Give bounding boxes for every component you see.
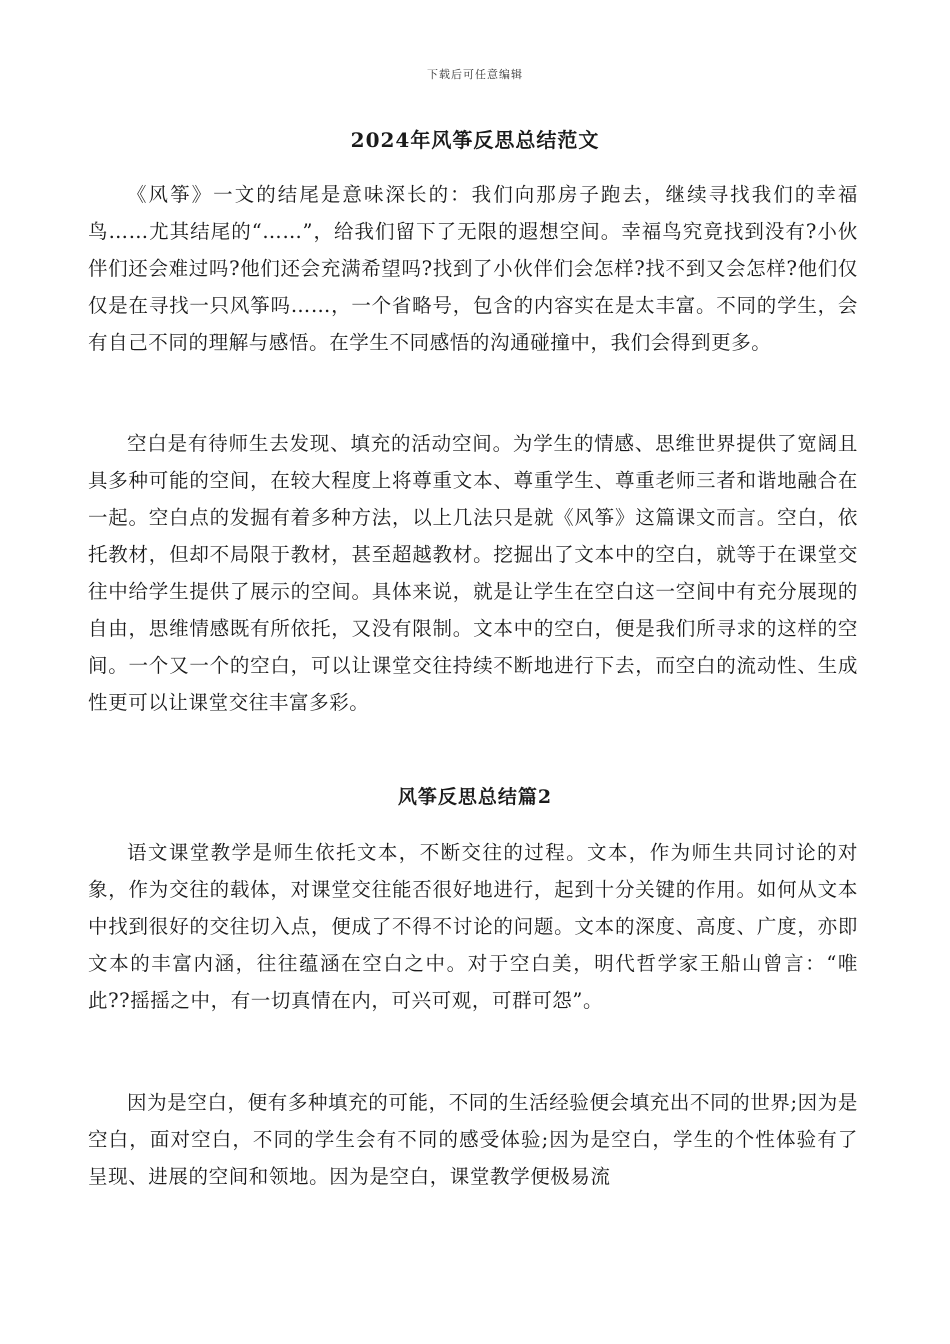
- paragraph: 空白是有待师生去发现、填充的活动空间。为学生的情感、思维世界提供了宽阔且具多种可能的空间，在较大程度上将尊重文本、尊重学生、尊重老师三者和谐地融合在一起。空白点的发掘有着多种方法，以上几法只是就《风筝》这篇课文而言。空白，依托教材，但却不局限于教材，甚至超越教材。挖掘出了文本中的空白，就等于在课堂交往中给学生提供了展示的空间。具体来说，就是让学生在空白这一空间中有充分展现的自由，思维情感既有所依托，又没有限制。文本中的空白，便是我们所寻求的这样的空间。一个又一个的空白，可以让课堂交往持续不断地进行下去，而空白的流动性、生成性更可以让课堂交往丰富多彩。: [88, 432, 858, 714]
- header-note: 下载后可任意编辑: [427, 68, 523, 81]
- section-heading: 风筝反思总结篇2: [397, 786, 553, 808]
- paragraph: 《风筝》一文的结尾是意味深长的：我们向那房子跑去，继续寻找我们的幸福鸟……尤其结尾的“……”，给我们留下了无限的遐想空间。幸福鸟究竟找到没有?小伙伴们还会难过吗?他们还会充满希望吗?找到了小伙伴们会怎样?找不到又会怎样?他们仅仅是在寻找一只风筝吗……，一个省略号，包含的内容实在是太丰富。不同的学生，会有自己不同的理解与感悟。在学生不同感悟的沟通碰撞中，我们会得到更多。: [88, 183, 858, 354]
- paragraph: 语文课堂教学是师生依托文本，不断交往的过程。文本，作为师生共同讨论的对象，作为交往的载体，对课堂交往能否很好地进行，起到十分关键的作用。如何从文本中找到很好的交往切入点，便成了不得不讨论的问题。文本的深度、高度、广度，亦即文本的丰富内涵，往往蕴涵在空白之中。对于空白美，明代哲学家王船山曾言：“唯此??摇摇之中，有一切真情在内，可兴可观，可群可怨”。: [88, 841, 858, 1012]
- paragraph: 因为是空白，便有多种填充的可能，不同的生活经验便会填充出不同的世界;因为是空白，面对空白，不同的学生会有不同的感受体验;因为是空白，学生的个性体验有了呈现、进展的空间和领地。因为是空白，课堂教学便极易流: [88, 1091, 858, 1188]
- document-title: 2024年风筝反思总结范文: [350, 128, 600, 152]
